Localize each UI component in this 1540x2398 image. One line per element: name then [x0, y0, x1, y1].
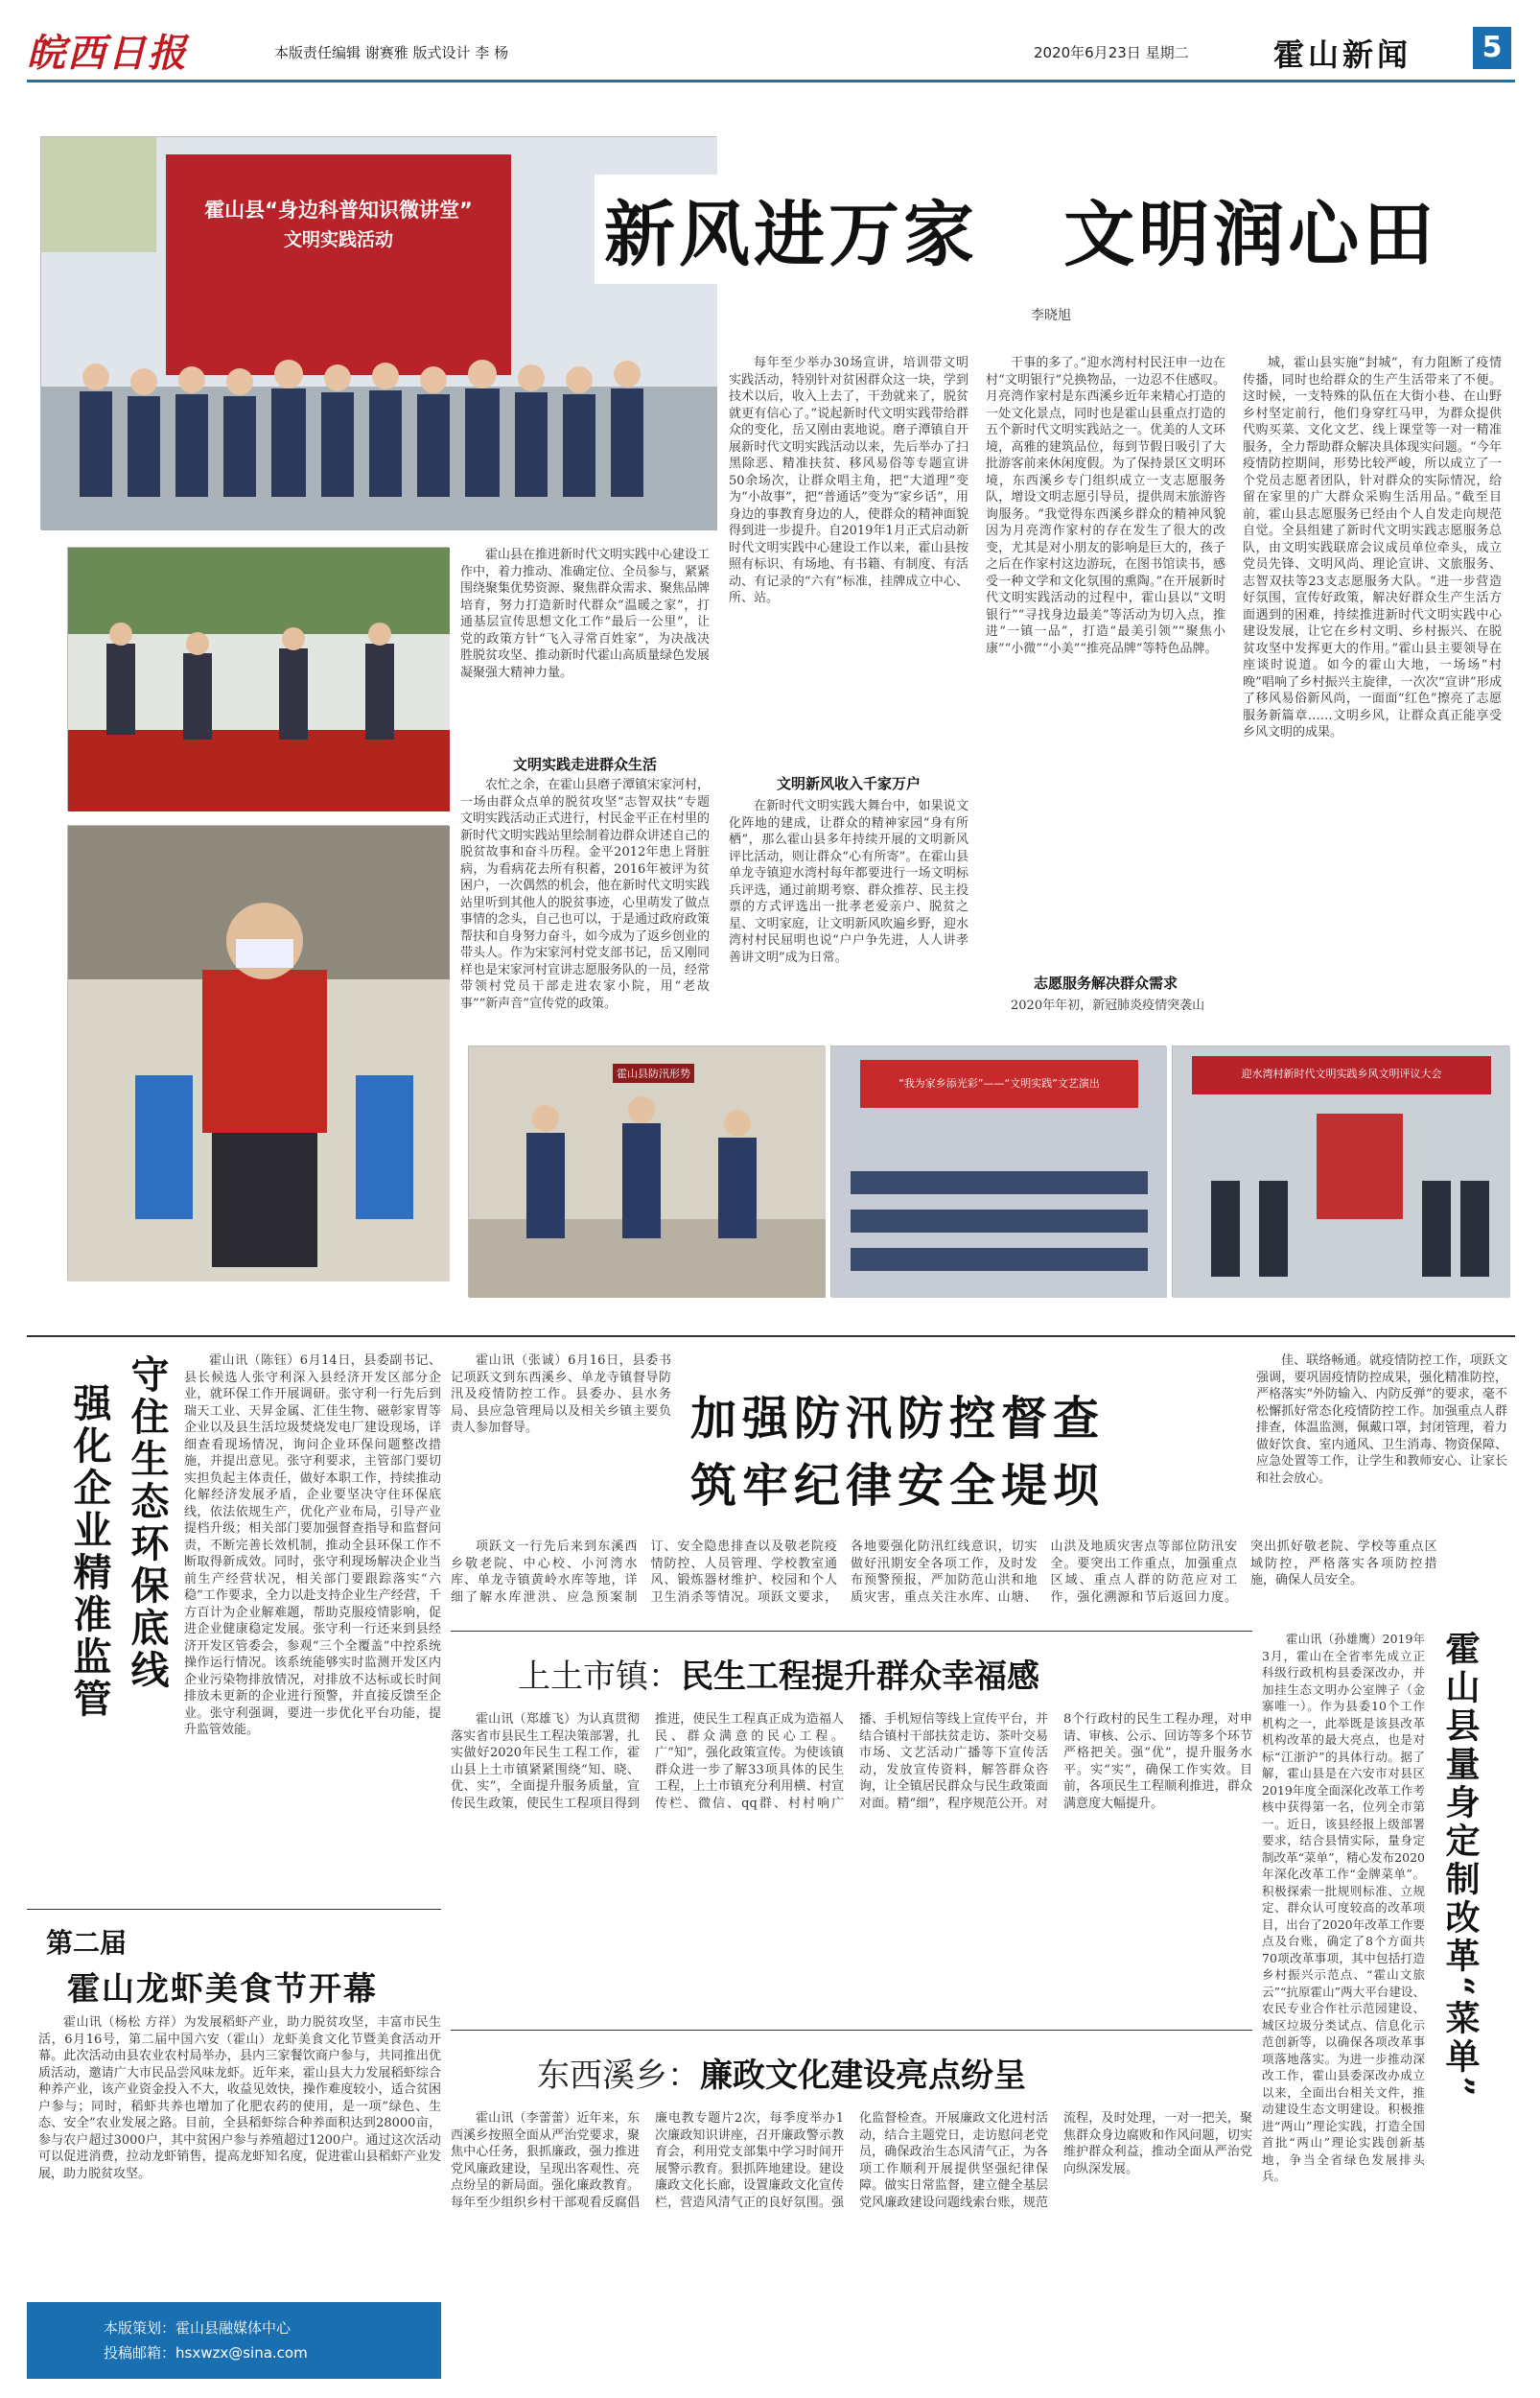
col3b-paragraph: 2020年年初，新冠肺炎疫情突袭山 — [1011, 999, 1205, 1013]
feature-intro — [460, 547, 710, 743]
photo-banner-text: “我为家乡添光彩”——“文明实践”文艺演出 — [898, 1077, 1100, 1090]
section-divider-1 — [27, 1335, 1515, 1337]
story-b-right-paragraph: 佳、联络畅通。就疫情防控工作，项跃文强调，要巩固疫情防控成果，强化精准防控，严格落实“外防输入、内防反弹”的要求，毫不松懈抓好常态化疫情防控工作。加强重点人群排查，体温监测，佩戴口罩，封闭管理，着力做好饮食、室内通风、卫生消毒、物资保障、应急处置等工作，让学生和教师安心、让家长和社会放心。 — [1256, 1353, 1507, 1486]
photo-award-ceremony — [1172, 1046, 1509, 1297]
story-c-headline-prefix: 上土市镇： — [518, 1657, 681, 1696]
story-f-headline-prefix: 东西溪乡： — [537, 2057, 700, 2095]
story-d-headline: 霍山县量身定制改革“菜单” — [1440, 1631, 1481, 2101]
feature-col4 — [1243, 355, 1502, 1026]
story-c-paragraph: 霍山讯（郑雄飞）为认真贯彻落实省市县民生工程决策部署，扎实做好2020年民生工程工作，霍山县上土市镇紧紧围绕“知、晓、优、实”，全面提升服务质量，宣传民生政策，使民生工程项目得到推进，使民生工程真正成为造福人民、群众满意的民心工程。广“知”，强化政策宣传。为使该镇群众进一步了解33项具体的民生工程，上土市镇充分利用横、村宣传栏、微信、qq群、村村响广播、手机短信等线上宣传平台，并结合镇村干部扶贫走访、茶叶交易市场、文艺活动广播等下宣传活动，发放宣传资料，解答群众咨询，让全镇居民群众与民生政策面对面。精“细”，程序规范公开。对8个行政村的民生工程办理，对申请、审核、公示、回访等多个环节严格把关。强“优”，提升服务水平。实“实”，确保工作实效。目前，各项民生工程顺利推进，群众满意度大幅提升。 — [451, 1712, 1252, 1811]
story-e-body — [38, 2014, 441, 2273]
story-d-paragraph: 霍山讯（孙雄鹰）2019年3月，霍山在全省率先成立正科级行政机构县委深改办，并加挂生态文明办公室牌子（金寨唯一）。作为县委10个工作机构之一，此举既是该县改革机构改革的最大亮点，也是对标“江浙沪”的具体行动。据了解，霍山县是在六安市对县区2019年度全面深化改革工作考核中获得第一名，位列全市第一。近日，该县经报上级部署要求，结合县情实际，量身定制改革“菜单”，精心发布2020年深化改革工作“金牌菜单”。积极探索一批规则标准、立规定、群众认可度较高的改革项目，出台了2020年改革工作要点及台账，确定了8个方面共70项改革事项，其中包括打造乡村振兴示范点、“霍山文旅云”“抗原霍山”两大平台建设、农民专业合作社示范园建设、城区垃圾分类试点、信息化示范创新等，以确保各项改革事项落地落实。为进一步推动深改工作，霍山县委深改办成立以来，全面出台相关文件，推动建设生态文明建设。积极推进“两山”理论实践，打造全国首批“两山”理论实践创新基地，争当全省绿色发展排头兵。 — [1262, 1632, 1425, 2183]
story-f-headline — [537, 2049, 1026, 2096]
story-b-headline-2: 筑牢纪律安全堤坝 — [690, 1459, 1106, 1513]
story-d-body — [1262, 1631, 1425, 2369]
story-b-col-right — [1256, 1352, 1507, 1621]
story-b-lead-paragraph: 霍山讯（张诚）6月16日，县委书记项跃文到东西溪乡、单龙寺镇督导防汛及疫情防控工作。县委办、县水务局、县应急管理局以及相关乡镇主要负责人参加督导。 — [451, 1353, 671, 1435]
story-a-body — [184, 1352, 441, 1899]
photo-elderly-visit — [468, 1046, 825, 1297]
story-e-headline-1: 第二届 — [46, 1927, 128, 1959]
col1-paragraph: 农忙之余，在霍山县磨子潭镇宋家河村，一场由群众点单的脱贫攻坚“志智双扶”专题文明实践活动正式进行，村民金平正在村里的新时代文明实践站里绘制着边群众讲述自己的脱贫故事和奋斗历程。金平2012年患上肾脏病，为看病花去所有积蓄，2016年被评为贫困户，一次偶然的机会，他在新时代文明实践站里听到其他人的脱贫事迹，心里萌发了做点事情的念头，自己也可以，于是通过政府政策帮扶和自身努力奋斗，如今成为了返乡创业的带头人。作为宋家河村党支部书记，岳又刚同样也是宋家河村宣讲志愿服务队的一员，经常带领村党员干部走进农家小院，用“老故事”“新声音”宣传党的政策。 — [460, 778, 711, 1011]
photo-outdoor-banner — [67, 547, 449, 811]
story-c-headline — [518, 1650, 1039, 1697]
photo-banner-text-2: 迎水湾村新时代文明实践乡风文明评议大会 — [1241, 1068, 1442, 1080]
feature-title: 新风进万家 文明润心田 — [595, 175, 1447, 284]
masthead-rule — [27, 80, 1515, 82]
issue-date: 2020年6月23日 星期二 — [1034, 44, 1189, 61]
subheading-1: 文明实践走进群众生活 — [512, 756, 657, 773]
story-c-headline-main: 民生工程提升群众幸福感 — [681, 1657, 1039, 1696]
intro-paragraph: 霍山县在推进新时代文明实践中心建设工作中，着力推动、准确定位、全员参与，紧紧围绕聚集优势资源、聚焦群众需求、聚焦品牌培育，努力打造新时代群众“温暖之家”，打通基层宣传思想文化工作“最后一公里”，让党的政策方针“飞入寻常百姓家”，为决战决胜脱贫攻坚、推动新时代霍山高质量绿色发展凝聚强大精神力量。 — [460, 548, 711, 680]
feature-col3b — [986, 998, 1225, 1026]
photo-meeting-hall — [830, 1046, 1166, 1297]
story-b-paragraph: 项跃文一行先后来到东溪西乡敬老院、中心校、小河湾水库、单龙寺镇黄岭水库等地，详细了解水库泄洪、应急预案制订、安全隐患排查以及敬老院疫情防控、人员管理、学校教室通风、锻炼器材维护、校园和个人卫生消杀等情况。项跃文要求，各地要强化防汛红线意识，切实做好汛期安全各项工作，及时发布预警预报，严加防范山洪和地质灾害，重点关注水库、山塘、山洪及地质灾害点等部位防汛安全。要突出工作重点，加强重点区域、重点人群的防范应对工作，强化溯源和节后返回力度。突出抓好敬老院、学校等重点区域防控，严格落实各项防控措施，确保人员安全。 — [451, 1540, 1437, 1605]
divider-story-c — [451, 1631, 1252, 1632]
photo-sign-text: 霍山县防汛形势 — [613, 1064, 694, 1083]
story-e-headline-2: 霍山龙虾美食节开幕 — [67, 1970, 378, 2009]
story-b-headline-1: 加强防汛防控督查 — [690, 1392, 1106, 1446]
editors-line: 本版责任编辑 谢赛雅 版式设计 李 杨 — [274, 44, 509, 61]
story-a-paragraph: 霍山讯（陈钰）6月14日，县委副书记、县长候选人张守利深入县经济开发区部分企业，就环保工作开展调研。张守利一行先后到瑞天工业、天昇金属、汇佳生物、磁彰家胃等企业以及县生活垃圾焚烧发电厂建设现场，详细查看现场情况，询问企业环保问题整改措施，并提出意见。张守利要求，主管部门要切实担负起主体责任，做好本职工作，持续推动化解经济发展矛盾，企业要坚决守住环保底线，依法依规生产，优化产业布局，引导产业提档升级；相关部门要加强督查指导和监督问责，不断完善长效机制，推动全县环保工作不断取得新成效。同时，张守利现场解决企业当前生产经营状况，相关部门要跟踪落实“六稳”工作要求，全力以赴支持企业生产经营，千方百计为企业解难题，帮助克服疫情影响，促进企业健康稳定发展。张守利一行还来到县经济开发区管委会，参观“三个全覆盖”中控系统操作运行情况。该系统能够实时监测开发区内企业污染物排放情况，对排放不达标或长时间排放未更新的企业进行预警，并直接反馈至企业。张守利强调，要进一步优化平台功能，提升监管效能。 — [184, 1353, 441, 1737]
story-f-headline-main: 廉政文化建设亮点纷呈 — [700, 2057, 1026, 2095]
story-a-headline-1: 守住生态环保底线 — [125, 1354, 170, 1692]
page-number-badge: 5 — [1473, 27, 1511, 69]
story-a-headline-2: 强化企业精准监管 — [67, 1383, 112, 1721]
subheading-3: 志愿服务解决群众需求 — [1033, 975, 1178, 992]
story-b-lead — [451, 1352, 671, 1453]
masthead — [27, 21, 1515, 77]
banner-text-2: 文明实践活动 — [283, 229, 393, 250]
subheading-2: 文明新风收入千家万户 — [776, 775, 921, 792]
story-e-paragraph: 霍山讯（杨松 方祥）为发展稻虾产业，助力脱贫攻坚，丰富市民生活，6月16号，第二届中国六安（霍山）龙虾美食文化节暨美食活动开幕。此次活动由县农业农村局举办，县内三家餐饮商户参与，共同推出优质活动，邀请广大市民品尝风味龙虾。近年来，霍山县大力发展稻虾综合种养产业，该产业资金投入不大，收益见效快，操作难度较小，适合贫困户参与；同时，稻虾共养也增加了化肥农药的使用，是一项“绿色、生态、安全”农业发展之路。目前，全县稻虾综合种养面积达到28000亩，参与农户超过3000户，其中贫困户参与养殖超过1200户。通过这次活动可以促进消费，拉动龙虾销售，提高龙虾知名度，促进霍山县稻虾产业发展，助力脱贫攻坚。 — [38, 2015, 441, 2181]
feature-col2b — [729, 798, 968, 1028]
story-f-body — [451, 2110, 1252, 2369]
story-c-body — [451, 1711, 1252, 2028]
divider-story-f — [451, 2030, 1252, 2031]
photo-volunteer-scooter — [67, 825, 449, 1281]
col4-paragraph: 城，霍山县实施“封城”，有力阻断了疫情传播，同时也给群众的生产生活带来了不便。这时候，一支特殊的队伍在大街小巷、在山野乡村坚定前行，他们身穿红马甲，为群众提供代购买菜、文化文艺、线上课堂等一对一精准服务，全力帮助群众解决具体现实问题。“今年疫情防控期间，形势比较严峻，所以成立了一个党员志愿者团队，针对群众的实际情况，给留在家里的广大群众采购生活用品。”截至目前，霍山县志愿服务已经由个人自发走向规范自觉。全县组建了新时代文明实践志愿服务总队，由文明实践联席会议成员单位牵头，成立党员先锋、文明风尚、理论宣讲、文旅服务、志智双扶等23支志愿服务大队。“进一步营造好氛围，宣传好政策，解决好群众生产生活方面遇到的困难，持续推进新时代文明实践中心建设发展，让它在乡村文明、乡村振兴、在脱贫攻坚中发挥更大的作用。”霍山县主要领导在座谈时说道。如今的霍山大地，一场场“村晚”唱响了乡村振兴主旋律，一次次“宣讲”形成了移风易俗新风尚，一面面“红色”擦亮了志愿服务新篇章……文明乡风，让群众真正能享受乡风文明的成果。 — [1243, 356, 1502, 740]
feature-byline: 李晓旭 — [1031, 308, 1071, 323]
section-name: 霍山新闻 — [1273, 36, 1412, 73]
story-f-paragraph: 霍山讯（李蕾蕾）近年来，东西溪乡按照全面从严治党要求，聚焦中心任务，狠抓廉政，强力推进党风廉政建设，呈现出客观性、亮点纷呈的新局面。强化廉政教育。每年至少组织乡村干部观看反腐倡廉电教专题片2次，每季度举办1次廉政知识讲座，召开廉政警示教育会，利用党支部集中学习时间开展警示教育。狠抓阵地建设。建设廉政文化长廊，设置廉政文化宣传栏，营造风清气正的良好氛围。强化监督检查。开展廉政文化进村活动，结合主题党日，走访慰问老党员，确保政治生态风清气正，为各项工作顺利开展提供坚强纪律保障。做实日常监督，建立健全基层党风廉政建设问题线索台账，规范流程，及时处理，一对一把关，聚焦群众身边腐败和作风问题，切实维护群众利益，推动全面从严治党向纵深发展。 — [451, 2111, 1252, 2210]
footer-info-box — [27, 2302, 441, 2379]
col2b-paragraph: 在新时代文明实践大舞台中，如果说文化阵地的建成，让群众的精神家园“身有所栖”，那么霍山县多年持续开展的文明新风评比活动，则让群众“心有所寄”。在霍山县单龙寺镇迎水湾村每年都要进行一场文明标兵评选，通过前期考察、群众推荐、民主投票的方式评选出一批孝老爱亲户、脱贫之星、文明家庭，让文明新风吹遍乡野，迎水湾村村民屈明也说“户户争先进，人人讲孝善讲文明”成为日常。 — [729, 799, 968, 965]
newspaper-logo: 皖西日报 — [27, 31, 188, 76]
feature-col3 — [986, 355, 1225, 959]
col2a-paragraph: 每年至少举办30场宣讲，培训带文明实践活动，特别针对贫困群众这一块，学到技术以后，收入上去了，干劲就来了，脱贫就更有信心了。”说起新时代文明实践带给群众的变化，岳又刚由衷地说。磨子潭镇自开展新时代文明实践活动以来，先后举办了扫黑除恶、精准扶贫、移风易俗等专题宣讲50余场次，让群众唱主角，把“大道理”变为“小故事”，把“普通话”变为“家乡话”，用身边的事教育身边的人，使群众的精神面貌得到进一步提升。自2019年1月正式启动新时代文明实践中心建设工作以来，霍山县按照有标识、有场地、有书籍、有制度、有活动、有记录的“六有”标准，挂牌成立中心、所、站。 — [729, 356, 968, 605]
footer-line-2: 投稿邮箱：hsxwzx@sina.com — [104, 2344, 308, 2362]
story-b-body — [451, 1462, 1437, 1619]
feature-col2a — [729, 355, 968, 734]
divider-story-e — [27, 1909, 441, 1910]
footer-line-1: 本版策划：霍山县融媒体中心 — [104, 2319, 292, 2337]
banner-text-1: 霍山县“身边科普知识微讲堂” — [204, 199, 473, 222]
col3-paragraph: 干事的多了。”迎水湾村村民汪申一边在村“文明银行”兑换物品，一边忍不住感叹。月亮湾作家村是东西溪乡近年来精心打造的一处文化景点，同时也是霍山县重点打造的五个新时代文明实践站之一。优美的人文环境，高雅的建筑品位，每到节假日吸引了大批游客前来休闲度假。为了保持景区文明环境，东西溪乡专门组织成立一支志愿服务队，增设文明志愿引导员，提供周末旅游咨询服务。“我觉得东西溪乡群众的精神风貌因为月亮湾作家村的存在发生了很大的改变，尤其是对小朋友的影响是巨大的，孩子之后在作家村这边游玩，在图书馆读书，感受一种文学和文化氛围的熏陶。”在开展新时代文明实践活动的过程中，霍山县以“文明银行”“寻找身边最美”等活动为切入点，推进“一镇一品”，打造“最美引领”“聚焦小康”“小微”“小美”“推亮品牌”等特色品牌。 — [986, 356, 1225, 656]
